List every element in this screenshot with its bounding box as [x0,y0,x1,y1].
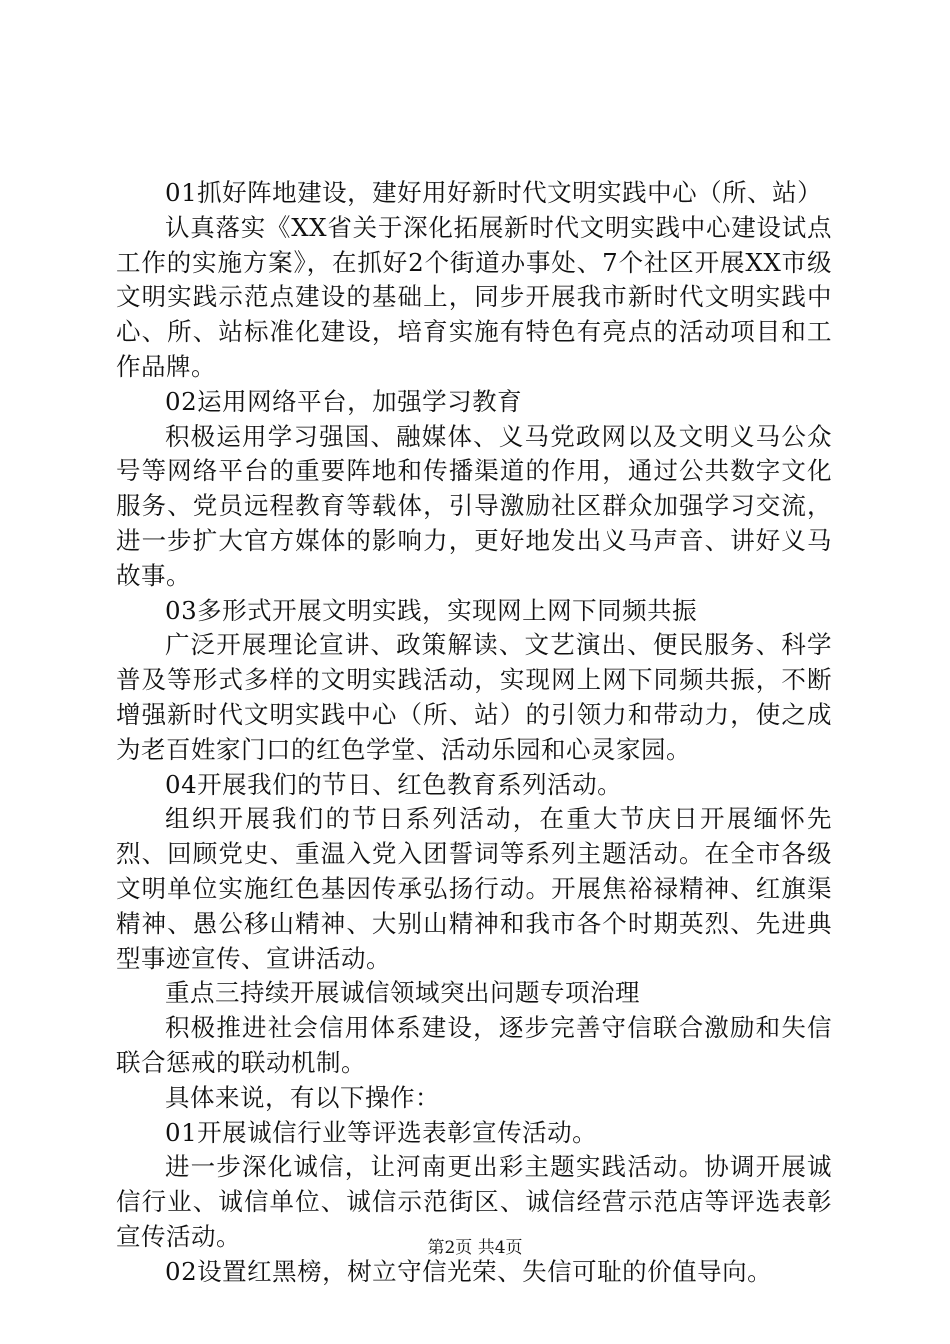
heading-focus-three-integrity: 重点三持续开展诚信领域突出问题专项治理 [165,978,640,1008]
document-body [116,176,832,1290]
heading-01-position-building: 01抓好阵地建设，建好用好新时代文明实践中心（所、站） [165,178,823,207]
paragraph-network-platform: 积极运用学习强国、融媒体、义马党政网以及文明义马公众号等网络平台的重要阵地和传播渠道的作用，通过公共数字文化服务、党员远程教育等载体，引导激励社区群众加强学习交流，进一步扩大官方媒体的影响力，更好地发出义马声音、讲好义马故事。 [116,421,832,590]
paragraph-festival-activities: 组织开展我们的节日系列活动，在重大节庆日开展缅怀先烈、回顾党史、重温入党入团誓词等系列主题活动。在全市各级文明单位实施红色基因传承弘扬行动。开展焦裕禄精神、红旗渠精神、愚公移山精神、大别山精神和我市各个时期英烈、先进典型事迹宣传、宣讲活动。 [116,804,832,973]
paragraph-integrity-awards: 进一步深化诚信，让河南更出彩主题实践活动。协调开展诚信行业、诚信单位、诚信示范街区、诚信经营示范店等评选表彰宣传活动。 [116,1152,832,1251]
paragraph-specific-operations: 具体来说，有以下操作： [165,1082,440,1112]
heading-04-festival-red-education: 04开展我们的节日、红色教育系列活动。 [165,769,623,799]
page-number-footer: 第2页 共4页 [427,1238,523,1258]
heading-03-civilization-practice: 03多形式开展文明实践，实现网上网下同频共振 [165,595,698,625]
paragraph-implementation-plan: 认真落实《XX省关于深化拓展新时代文明实践中心建设试点工作的实施方案》，在抓好2个街道办事处、7个社区开展XX市级文明实践示范点建设的基础上，同步开展我市新时代文明实践中心、所、站标准化建设，培育实施有特色有亮点的活动项目和工作品牌。 [116,212,832,381]
paragraph-civilization-practice: 广泛开展理论宣讲、政策解读、文艺演出、便民服务、科学普及等形式多样的文明实践活动，实现网上网下同频共振，不断增强新时代文明实践中心（所、站）的引领力和带动力，使之成为老百姓家门口的红色学堂、活动乐园和心灵家园。 [116,630,832,764]
heading-02-network-platform: 02运用网络平台，加强学习教育 [165,386,523,416]
paragraph-credit-system: 积极推进社会信用体系建设，逐步完善守信联合激励和失信联合惩戒的联动机制。 [116,1013,832,1077]
heading-02-red-black-list: 02设置红黑榜，树立守信光荣、失信可耻的价值导向。 [165,1256,773,1286]
heading-01-integrity-awards: 01开展诚信行业等评选表彰宣传活动。 [165,1117,598,1147]
